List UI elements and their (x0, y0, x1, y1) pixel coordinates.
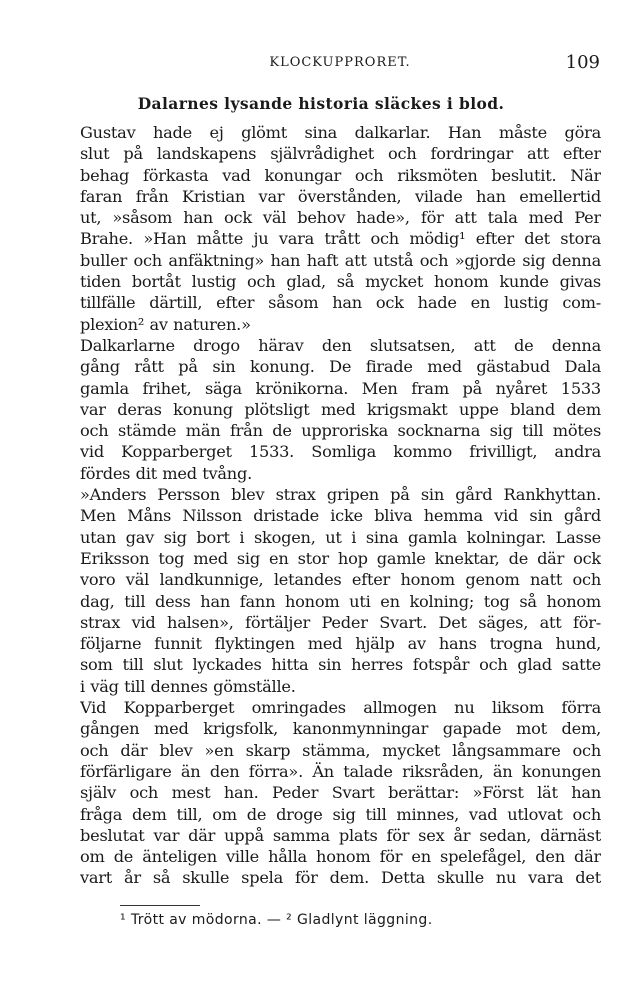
text-line: och stämde män från de upproriska socknarna sig till mötes (80, 421, 601, 441)
text-line: behag förkasta vad konungar och riksmöten beslutit. När (80, 165, 601, 185)
chapter-title: Dalarnes lysande historia släckes i blod. (137, 94, 505, 113)
text-line: fråga dem till, om de droge sig till minnes, vad utlovat och (80, 804, 601, 824)
text-line: gamla frihet, säga krönikorna. Men fram på nyåret 1533 (80, 378, 601, 398)
text-line: fördes dit med tvång. (80, 463, 252, 483)
text-line: var deras konung plötsligt med krigsmakt uppe bland dem (80, 399, 601, 419)
text-line: i väg till dennes gömställe. (80, 676, 296, 696)
text-line: ut, »såsom han ock väl behov hade», för att tala med Per (80, 208, 601, 228)
page-number: 109 (565, 52, 600, 73)
text-line: vid Kopparberget 1533. Somliga kommo frivilligt, andra (80, 442, 601, 462)
text-line: utan gav sig bort i skogen, ut i sina gamla kolningar. Lasse (80, 527, 601, 547)
text-line: vart år så skulle spela för dem. Detta skulle nu vara det (80, 868, 601, 888)
page-header (80, 52, 600, 76)
text-line: dag, till dess han fann honom uti en kolning; tog så honom (80, 591, 601, 611)
text-line: om de änteligen ville hålla honom för en spelefågel, den där (80, 847, 601, 867)
text-line: »Anders Persson blev strax gripen på sin gård Rankhyttan. (80, 485, 601, 505)
footnote-rule (120, 905, 200, 906)
text-line: faran från Kristian var överstånden, vilade han emellertid (80, 186, 601, 206)
text-line: följarne funnit flyktingen med hjälp av hans trogna hund, (80, 634, 601, 654)
text-line: strax vid halsen», förtäljer Peder Svart. Det säges, att för- (80, 612, 601, 632)
text-line: voro väl landkunnige, letandes efter honom genom natt och (80, 570, 601, 590)
text-line: buller och anfäktning» han haft att utstå och »gjorde sig denna (80, 250, 601, 270)
text-line: gången med krigsfolk, kanonmynningar gapade mot dem, (80, 719, 601, 739)
footnote: ¹ Trött av mödorna. — ² Gladlynt läggning. (120, 912, 433, 928)
text-line: tiden bortåt lustig och glad, så mycket honom kunde givas (80, 272, 601, 292)
running-title: KLOCKUPPRORET. (269, 55, 411, 70)
text-line: Vid Kopparberget omringades allmogen nu liksom förra (80, 698, 601, 718)
text-line: beslutat var där uppå samma plats för sex år sedan, därnäst (80, 825, 601, 845)
text-line: Dalkarlarne drogo härav den slutsatsen, att de denna (80, 335, 601, 355)
body-text (80, 122, 601, 889)
text-line: Men Måns Nilsson dristade icke bliva hemma vid sin gård (80, 506, 601, 526)
text-line: Brahe. »Han måtte ju vara trått och mödig¹ efter det stora (80, 229, 601, 249)
text-line: plexion² av naturen.» (80, 314, 251, 334)
text-line: förfärligare än den förra». Än talade riksråden, än konungen (80, 761, 601, 781)
text-line: tillfälle därtill, efter såsom han ock hade en lustig com- (80, 293, 601, 313)
text-line: Eriksson tog med sig en stor hop gamle knektar, de där ock (80, 548, 601, 568)
text-line: som till slut lyckades hitta sin herres fotspår och glad satte (80, 655, 601, 675)
text-line: slut på landskapens självrådighet och fordringar att efter (80, 144, 601, 164)
text-line: och där blev »en skarp stämma, mycket långsammare och (80, 740, 601, 760)
text-line: Gustav hade ej glömt sina dalkarlar. Han måste göra (80, 123, 601, 142)
text-line: gång rått på sin konung. De firade med gästabud Dala (80, 357, 601, 377)
text-line: själv och mest han. Peder Svart berättar: »Först lät han (80, 783, 601, 803)
